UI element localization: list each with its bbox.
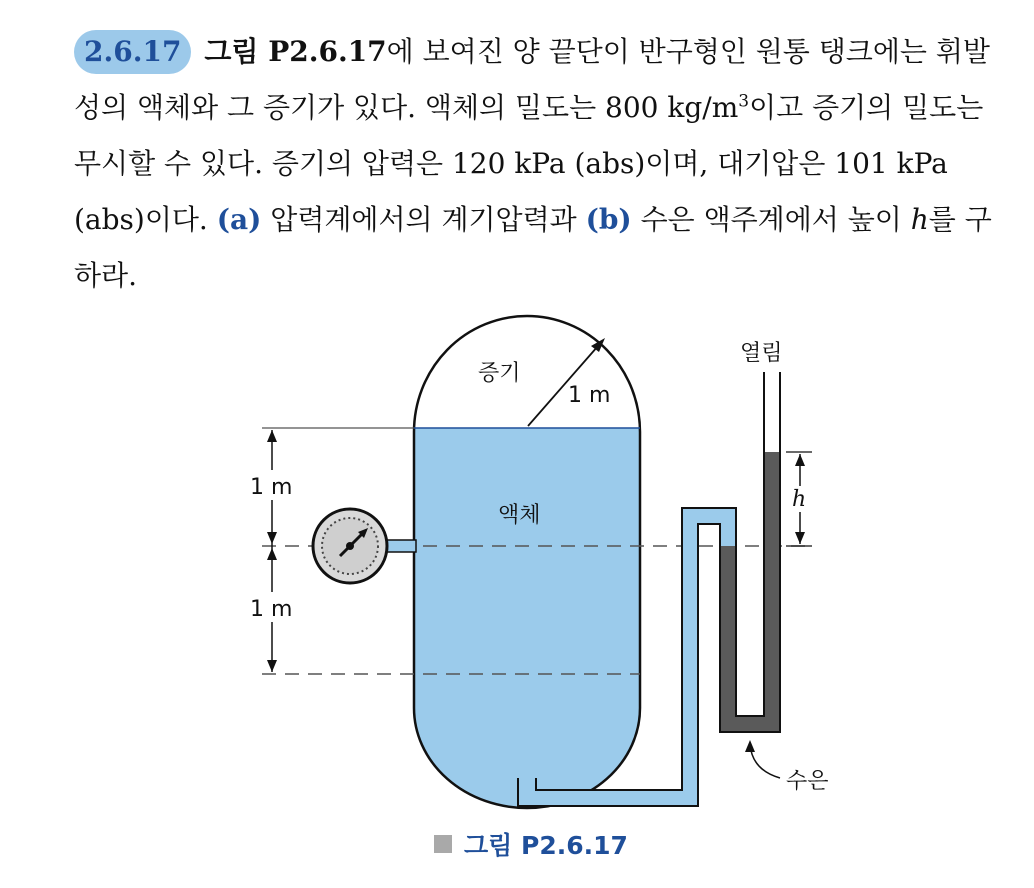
- mercury-label: 수은: [786, 769, 829, 794]
- figure-reference: 그림 P2.6.17: [204, 35, 387, 68]
- problem-number: 2.6.17: [74, 30, 191, 74]
- dim-label-lower: 1 m: [250, 597, 293, 622]
- manometer-left-liquid: [720, 508, 736, 546]
- problem-text-2: 이고 증기의 밀도는 무시할 수 있다. 증기의 압력은 120 kPa (abs)이며, 대기압은 101 kPa (abs)이다.: [74, 91, 984, 236]
- problem-text-3: 압력계에서의 계기압력과: [261, 203, 586, 236]
- h-arrow-top: [795, 454, 805, 466]
- dim-arrow-top: [267, 430, 277, 442]
- part-b-label: (b): [585, 203, 632, 236]
- part-a-label: (a): [216, 203, 262, 236]
- caption-square-icon: [434, 835, 452, 853]
- caption-text: 그림 P2.6.17: [464, 831, 628, 860]
- problem-text-4: 수은 액주계에서 높이: [631, 203, 911, 236]
- mercury-right-leg: [764, 452, 780, 732]
- radius-label: 1 m: [568, 383, 611, 408]
- mercury-leader-arrowhead: [745, 740, 755, 752]
- open-label: 열림: [740, 341, 783, 366]
- riser-pipe-fill: [682, 508, 698, 806]
- h-arrow-bottom: [795, 532, 805, 544]
- superscript-3: 3: [738, 91, 750, 112]
- vapor-label: 증기: [478, 361, 521, 386]
- variable-h: h: [910, 203, 929, 236]
- figure-caption: [434, 826, 628, 862]
- h-label: h: [792, 487, 807, 512]
- mercury-left-leg: [720, 546, 736, 732]
- dim-label-upper: 1 m: [250, 475, 293, 500]
- dim-arrow-mid-down: [267, 548, 277, 560]
- gauge-hub: [346, 542, 354, 550]
- tank-liquid: [414, 428, 640, 808]
- mercury-leader: [750, 744, 780, 778]
- problem-text-5: 를 구하라.: [74, 203, 992, 292]
- dim-arrow-mid-up: [267, 532, 277, 544]
- bottom-pipe-fill: [518, 790, 698, 806]
- liquid-label: 액체: [498, 503, 541, 528]
- dim-arrow-bottom: [267, 660, 277, 672]
- problem-text-1: 에 보여진 양 끝단이 반구형인 원통 탱크에는 휘발성의 액체와 그 증기가 있다. 액체의 밀도는 800 kg/m: [74, 35, 990, 124]
